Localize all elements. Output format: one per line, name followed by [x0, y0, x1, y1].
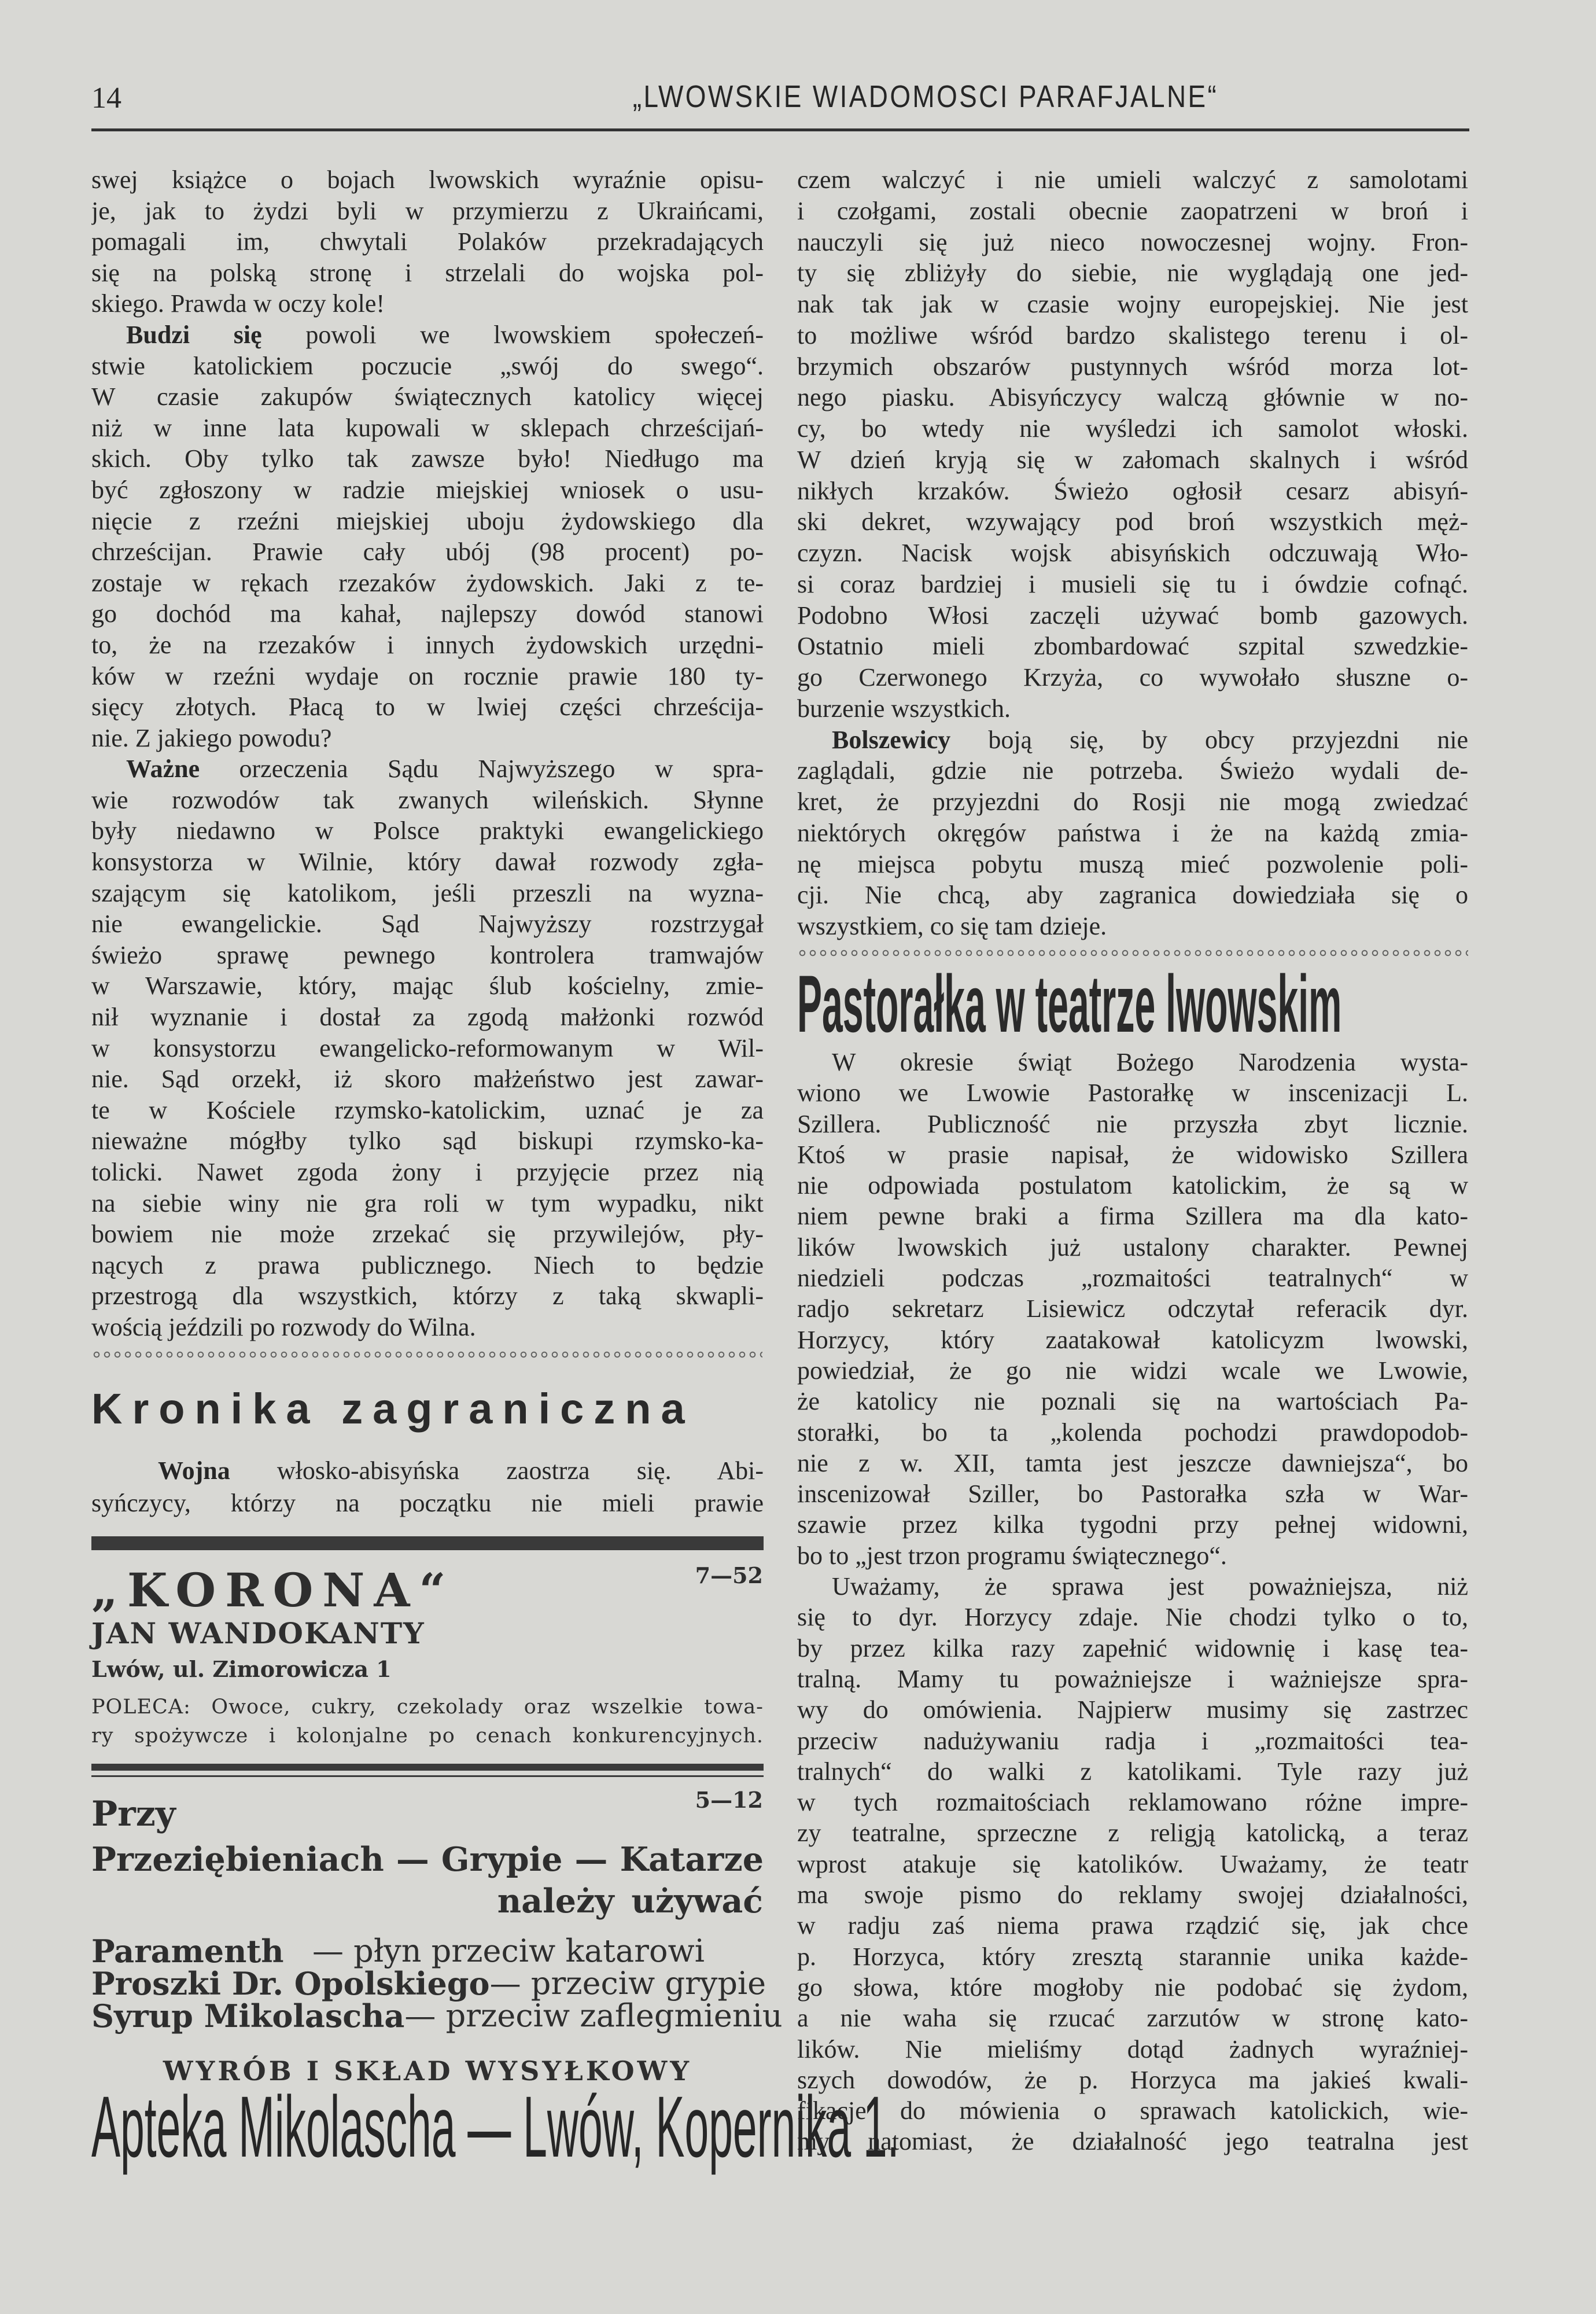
text-line: chrześcijan. Prawie cały ubój (98 procent) po-: [91, 538, 764, 566]
text-line: by przez kilka razy zapełnić widownię i kasę tea-: [797, 1634, 1468, 1662]
text-line: zostaje w rękach rzezaków żydowskich. Jaki z te-: [91, 568, 764, 597]
dash: —: [396, 1840, 429, 1879]
text-line: czyzn. Nacisk wojsk abisyńskich odczuwają Wło-: [797, 539, 1468, 567]
product-desc: — przeciw zaflegmieniu: [404, 1997, 783, 2034]
text-line: to możliwe wśród bardzo skalistego terenu i ol-: [797, 321, 1468, 350]
text-line: że katolicy nie poznali się na wartościach Pa-: [797, 1387, 1468, 1416]
product-name: Proszki Dr. Opolskiego: [91, 1965, 490, 2002]
ornament-divider: [91, 1351, 762, 1359]
text-line: my natomiast, że działalność jego teatralna jest: [797, 2127, 1468, 2156]
ad-pharmacy-code: 5—12: [695, 1787, 763, 1813]
kronika-paragraph: [91, 1455, 764, 1520]
text-line: Budzi się powoli we lwowskiem społeczeń-: [126, 320, 764, 349]
ad-product: [91, 1997, 783, 2035]
text-line: Wojna włosko-abisyńska zaostrza się. Abi-: [158, 1456, 764, 1485]
text-line: szającym się katolikom, jeśli przeszli na wyzna-: [91, 878, 764, 907]
text-line: skich. Oby tylko tak zawsze było! Niedługo ma: [91, 444, 764, 473]
ad-divider-thick: [91, 1764, 764, 1771]
text-line: niektórych okręgów państwa i że na każdą zmia-: [797, 818, 1468, 847]
ad-pharmacy-intro: Przy: [91, 1794, 176, 1834]
dash: —: [574, 1840, 608, 1879]
text-line: je, jak to żydzi byli w przymierzu z Ukraińcami,: [91, 196, 764, 225]
text-line: nie ewangelickie. Sąd Najwyższy rozstrzygał: [91, 910, 764, 939]
text-line: W dzień kryją się w załomach skalnych i wśród: [797, 445, 1468, 474]
text-line: te w Kościele rzymsko-katolickim, uznać je za: [91, 1095, 764, 1124]
text-line: nę miejsca pobytu muszą mieć pozwolenie poli-: [797, 849, 1468, 878]
text-line: tralną. Mamy tu poważniejsze i ważniejsze spra-: [797, 1664, 1468, 1693]
text-line: nauczyli się już nieco nowoczesnej wojny. Fron-: [797, 227, 1468, 256]
text-line: skiego. Prawda w oczy kole!: [91, 289, 385, 318]
text-line: Ktoś w prasie napisał, że widowisko Szillera: [797, 1140, 1468, 1169]
ad-border-top: [91, 1536, 764, 1550]
text-line: nikłych krzaków. Świeżo ogłosił cesarz abisyń-: [797, 476, 1468, 505]
product-name: Paramenth: [91, 1933, 284, 1970]
text-line: przeciw nadużywaniu radja i „rozmaitości tea-: [797, 1726, 1468, 1755]
text-line: nie. Sąd orzekł, iż skoro małżeństwo jest zawar-: [91, 1065, 764, 1094]
text-line: Uważamy, że sprawa jest poważniejsza, niż: [832, 1572, 1468, 1601]
text-line: nak tak jak w czasie wojny europejskiej. Nie jest: [797, 290, 1468, 318]
text-line: Szillera. Publiczność nie przyszła zbyt licznie.: [797, 1109, 1468, 1138]
right-column-text: [797, 164, 1468, 942]
text-line: były niedawno w Polsce praktyki ewangelickiego: [91, 816, 764, 845]
text-line: nieważne mógłby tylko sąd biskupi rzymsko-ka-: [91, 1127, 764, 1156]
text-line: p. Horzyca, który zresztą starannie unika każde-: [797, 1942, 1468, 1971]
text-line: wszystkiem, co się tam dzieje.: [797, 912, 1107, 940]
text-line: Ostatnio mieli zbombardować szpital szwedzkie-: [797, 632, 1468, 661]
text-line: niem pewne braki a firma Szillera ma dla kato-: [797, 1202, 1468, 1231]
text-line: ków w rzeźni wydaje on rocznie prawie 180 ty-: [91, 661, 764, 690]
text-line: syńczycy, którzy na początku nie mieli prawie: [91, 1489, 764, 1517]
ad-pharmacy-tagline: WYRÓB I SKŁAD WYSYŁKOWY: [163, 2055, 692, 2087]
text-line: kret, że przyjezdni do Rosji nie mogą zwiedzać: [797, 788, 1468, 816]
text-line: nie z w. XII, tamta jest jeszcze dawniejsza“, bo: [797, 1448, 1468, 1477]
ad-pharmacy-use: należy używać: [497, 1882, 763, 1921]
text-line: świeżo sprawę pewnego kontrolera tramwajów: [91, 940, 764, 969]
ad-korona-offer: ry spożywcze i kolonjalne po cenach konkurencyjnych.: [91, 1724, 764, 1748]
text-line: wie rozwodów tak zwanych wileńskich. Słynne: [91, 785, 764, 814]
ornament-divider: [797, 949, 1468, 957]
text-line: pomagali im, chwytali Polaków przekradających: [91, 227, 764, 256]
lead-word: Budzi się: [126, 320, 262, 349]
pastoralka-article-text: [797, 1047, 1468, 2157]
ad-korona-name: „KORONA“: [91, 1563, 455, 1617]
text-line: szych dowodów, że p. Horzyca ma jakieś kwali-: [797, 2065, 1468, 2094]
text-line: si coraz bardziej i musieli się tu i ówdzie cofnąć.: [797, 569, 1468, 598]
page-number: 14: [91, 82, 121, 115]
text-line: to, że na rzezaków i innych żydowskich urzędni-: [91, 630, 764, 659]
text-line: i czołgami, zostali obecnie zaopatrzeni w broń i: [797, 196, 1468, 225]
text-line: nie odpowiada postulatom katolickim, że są w: [797, 1171, 1468, 1200]
text-line: w Warszawie, który, mając ślub kościelny, zmie-: [91, 972, 764, 1000]
text-line: w tych rozmaitościach reklamowano różne impre-: [797, 1788, 1468, 1817]
text-line: W okresie świąt Bożego Narodzenia wysta-: [832, 1048, 1468, 1076]
product-desc: — płyn przeciw katarowi: [312, 1933, 705, 1969]
ailment: Przeziębieniach: [91, 1840, 384, 1879]
product-name: Syrup Mikolascha: [91, 1997, 405, 2035]
text-line: tralnych“ do walki z katolikami. Tyle razy już: [797, 1757, 1468, 1786]
lead-word: Ważne: [126, 755, 200, 783]
ad-divider-thin: [91, 1775, 764, 1777]
text-line: Bolszewicy boją się, by obcy przyjezdni nie: [832, 725, 1468, 754]
section-heading-pastoralka: Pastorałka w teatrze lwowskim: [797, 958, 1342, 1049]
text-line: lików lwowskich już ustalony charakter. Pewnej: [797, 1233, 1468, 1261]
text-line: Horzycy, który zaatakował katolicyzm lwowski,: [797, 1325, 1468, 1354]
text-line: cy, bo wtedy nie wyśledzi ich samolot włoski.: [797, 414, 1468, 443]
text-line: go słowa, które mogłoby nie podobać się żydom,: [797, 1973, 1468, 2002]
running-title: „LWOWSKIE WIADOMOSCI PARAFJALNE“: [632, 79, 1219, 114]
text-line: ty się zbliżyły do siebie, nie wyglądają one jed-: [797, 259, 1468, 288]
ad-korona-address: Lwów, ul. Zimorowicza 1: [91, 1656, 392, 1682]
text-line: nięcie z rzeźni miejskiej uboju żydowskiego dla: [91, 506, 764, 535]
ad-product: [91, 1965, 764, 2002]
text-line: nie. Z jakiego powodu?: [91, 723, 332, 752]
text-line: wprost atakuje się katolików. Uważamy, że teatr: [797, 1849, 1468, 1878]
text-line: szawie przez kilka tygodni przy pełnej widowni,: [797, 1510, 1468, 1539]
text-line: zaglądali, gdzie nie potrzeba. Świeżo wydali de-: [797, 756, 1468, 785]
ailment: Grypie: [441, 1840, 563, 1879]
text-line: nego piasku. Abisyńczycy walczą głównie w no-: [797, 383, 1468, 412]
text-line: go dochód ma kahał, najlepszy dowód stanowi: [91, 599, 764, 628]
text-line: Podobno Włosi zaczęli używać bomb gazowych.: [797, 601, 1468, 630]
text-line: niż w inne lata kupowali w sklepach chrześcijań-: [91, 413, 764, 442]
ad-korona-offer: POLECA: Owoce, cukry, czekolady oraz wszelkie towa-: [91, 1695, 764, 1719]
text-line: burzenie wszystkich.: [797, 694, 1011, 723]
text-line: swej książce o bojach lwowskich wyraźnie opisu-: [91, 165, 764, 194]
header-rule: [91, 128, 1469, 131]
text-line: w konsystorzu ewangelicko-reformowanym w Wil-: [91, 1033, 764, 1062]
text-line: sięcy złotych. Płacą to w lwiej części chrześcija-: [91, 693, 764, 722]
ad-pharmacy-ailments: [91, 1840, 764, 1879]
text-line: go Czerwonego Krzyża, co wywołało słuszne o-: [797, 663, 1468, 691]
left-column-text: [91, 164, 764, 1343]
text-line: cji. Nie chcą, aby zagranica dowiedziała się o: [797, 881, 1468, 910]
product-desc: — przeciw grypie: [489, 1965, 766, 2002]
text-line: przestrogą dla wszystkich, którzy z taką skwapli-: [91, 1282, 764, 1311]
text-line: powiedział, że go nie widzi wcale we Lwowie,: [797, 1356, 1468, 1385]
section-heading-kronika: Kronika zagraniczna: [91, 1385, 695, 1433]
text-line: wy do omówienia. Najpierw musimy się zastrzec: [797, 1695, 1468, 1724]
lead-word: Wojna: [158, 1456, 230, 1485]
lead-word: Bolszewicy: [832, 725, 951, 754]
text-line: zy teatralne, sprzeczne z religją katolicką, a teraz: [797, 1819, 1468, 1848]
text-line: inscenizował Sziller, bo Pastorałka szła w War-: [797, 1480, 1468, 1509]
text-line: ma swoje pismo do reklamy swojej działalności,: [797, 1881, 1468, 1910]
text-line: się na polską stronę i strzelali do wojska pol-: [91, 258, 764, 287]
text-line: wiono we Lwowie Pastorałkę w inscenizacji L.: [797, 1079, 1468, 1108]
text-line: wością jeździli po rozwody do Wilna.: [91, 1312, 476, 1341]
text-line: tolicki. Nawet zgoda żony i przyjęcie przez nią: [91, 1158, 764, 1186]
text-line: fikacje do mówienia o sprawach katolickich, wie-: [797, 2096, 1468, 2125]
text-line: czem walczyć i nie umieli walczyć z samolotami: [797, 165, 1468, 194]
text-line: storałki, bo ta „kolenda pochodzi prawdopodob-: [797, 1418, 1468, 1447]
text-line: się to dyr. Horzycy zdaje. Nie chodzi tylko o to,: [797, 1603, 1468, 1632]
text-line: bowiem nie może zrzekać się przywilejów, pły-: [91, 1220, 764, 1249]
ad-pharmacy-footer: Apteka Mikolascha — Lwów, Kopernika 1.: [91, 2078, 900, 2175]
ad-korona-owner: JAN WANDOKANTY: [91, 1616, 425, 1650]
text-line: bo to „jest trzon programu świątecznego“.: [797, 1541, 1227, 1570]
text-line: a nie waha się rzucać zarzutów w stronę kato-: [797, 2004, 1468, 2033]
text-line: radjo sekretarz Lisiewicz odczytał referacik dyr.: [797, 1294, 1468, 1323]
ad-korona-code: 7—52: [695, 1562, 763, 1588]
text-line: być zgłoszony w radzie miejskiej wniosek o usu-: [91, 475, 764, 504]
text-line: ski dekret, wzywający pod broń wszystkich męż-: [797, 507, 1468, 536]
text-line: W czasie zakupów świątecznych katolicy więcej: [91, 382, 764, 411]
text-line: niedzieli podczas „rozmaitości teatralnych“ w: [797, 1264, 1468, 1293]
text-line: konsystorza w Wilnie, który dawał rozwody zgła-: [91, 848, 764, 877]
text-line: Ważne orzeczenia Sądu Najwyższego w spra-: [126, 755, 764, 783]
text-line: nących z prawa publicznego. Niech to będzie: [91, 1250, 764, 1279]
ailment: Katarze: [620, 1840, 764, 1879]
text-line: lików. Nie mieliśmy dotąd żadnych wyraźniej-: [797, 2035, 1468, 2063]
text-line: w radju zaś niema prawa rządzić się, jak chce: [797, 1911, 1468, 1940]
text-line: na siebie winy nie gra roli w tym wypadku, nikt: [91, 1189, 764, 1217]
text-line: nił wyznanie i dostał za zgodą małżonki rozwód: [91, 1003, 764, 1032]
ad-product: [91, 1933, 705, 1970]
text-line: stwie katolickiem poczucie „swój do swego“.: [91, 351, 764, 380]
text-line: brzymich obszarów pustynnych wśród morza lot-: [797, 352, 1468, 381]
